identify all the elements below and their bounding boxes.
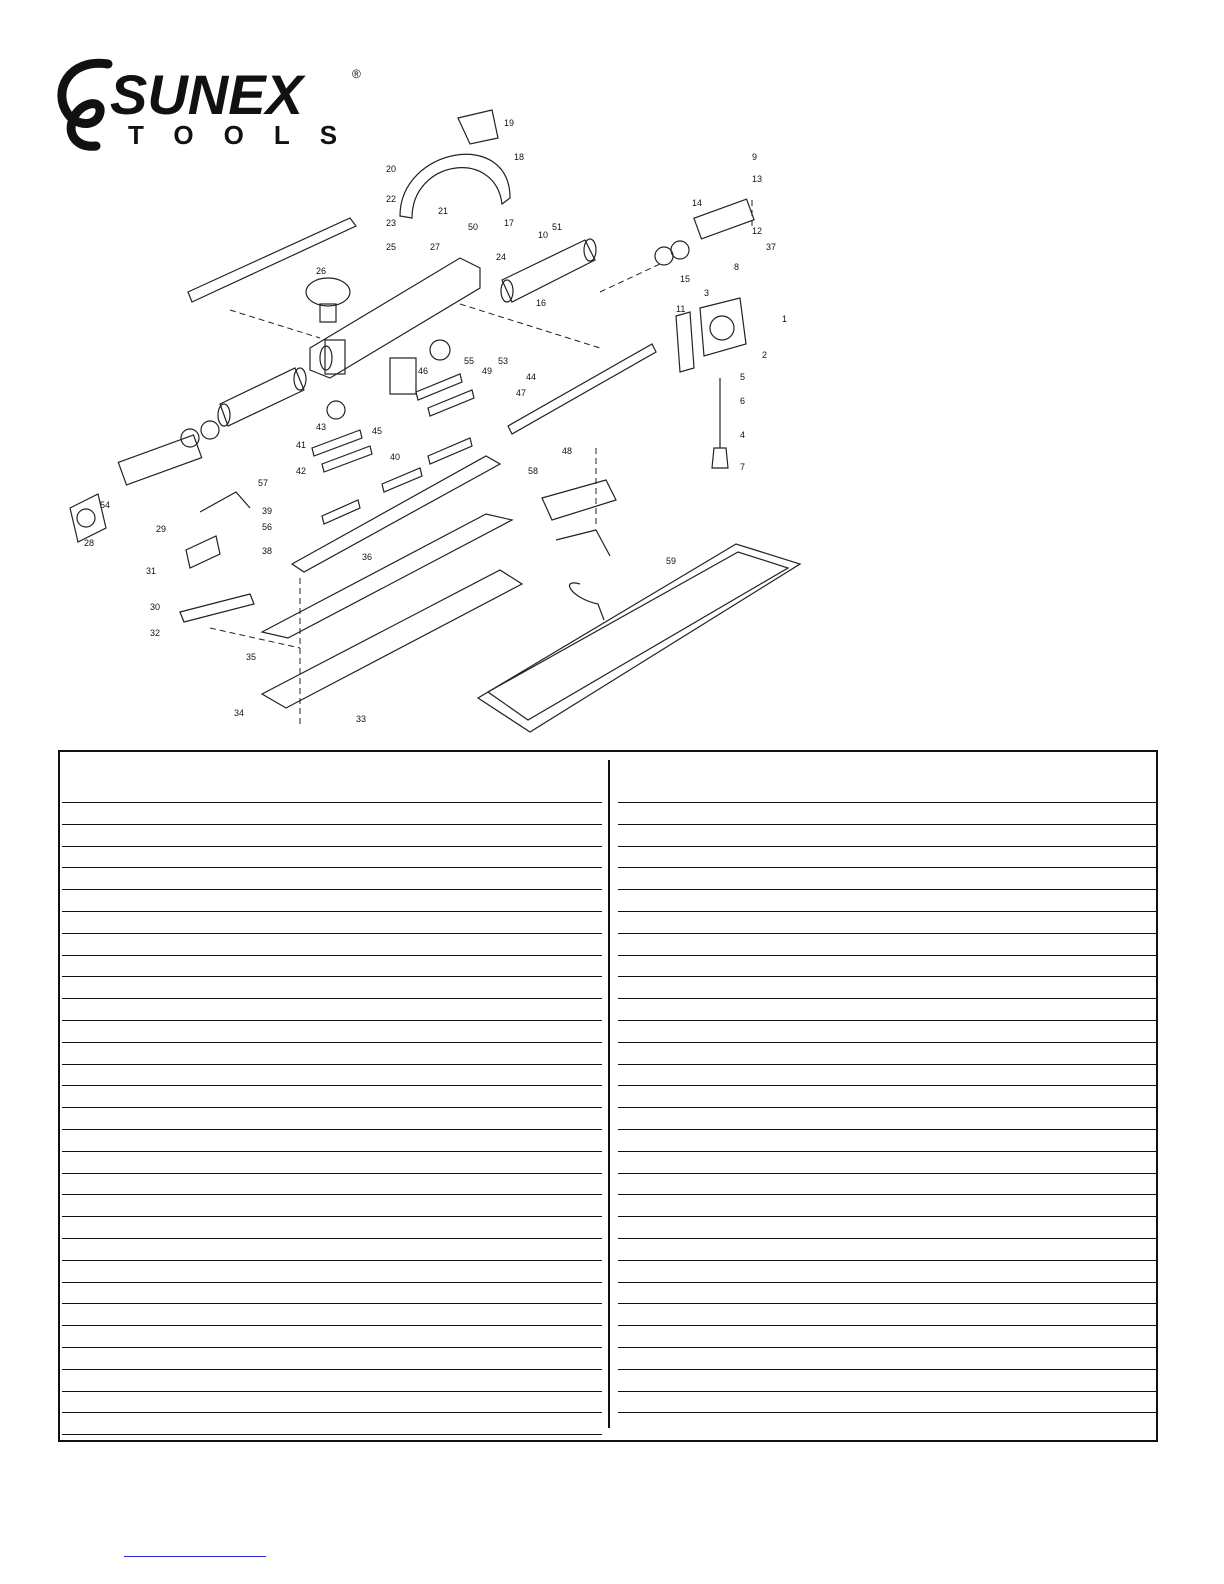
table-row-line bbox=[62, 1129, 602, 1130]
table-row-line bbox=[62, 1391, 602, 1392]
callout-36: 36 bbox=[362, 552, 373, 562]
column-divider bbox=[608, 760, 610, 1428]
callout-37: 37 bbox=[766, 242, 777, 252]
callout-2: 2 bbox=[762, 350, 768, 360]
footer-link-underline[interactable] bbox=[124, 1556, 266, 1557]
table-row-line bbox=[618, 1151, 1158, 1152]
table-row-line bbox=[618, 998, 1158, 999]
callout-50: 50 bbox=[468, 222, 479, 232]
callout-39: 39 bbox=[262, 506, 273, 516]
callout-27: 27 bbox=[430, 242, 441, 252]
callout-14: 14 bbox=[692, 198, 703, 208]
callout-20: 20 bbox=[386, 164, 397, 174]
table-row-line bbox=[62, 976, 602, 977]
callout-55: 55 bbox=[464, 356, 475, 366]
callout-12: 12 bbox=[752, 226, 763, 236]
callout-29: 29 bbox=[156, 524, 167, 534]
table-row-line bbox=[62, 1238, 602, 1239]
table-row-line bbox=[618, 1391, 1158, 1392]
table-row-line bbox=[62, 1412, 602, 1413]
callout-19: 19 bbox=[504, 118, 515, 128]
table-row-line bbox=[62, 867, 602, 868]
table-row-line bbox=[618, 1369, 1158, 1370]
table-row-line bbox=[618, 802, 1158, 803]
callout-48: 48 bbox=[562, 446, 573, 456]
table-row-line bbox=[618, 976, 1158, 977]
table-row-line bbox=[618, 1303, 1158, 1304]
callout-26: 26 bbox=[316, 266, 327, 276]
callout-1: 1 bbox=[782, 314, 788, 324]
callout-10: 10 bbox=[538, 230, 549, 240]
table-row-line bbox=[62, 1434, 602, 1435]
table-row-line bbox=[62, 802, 602, 803]
table-row-line bbox=[618, 1412, 1158, 1413]
callout-53: 53 bbox=[498, 356, 509, 366]
callout-15: 15 bbox=[680, 274, 691, 284]
callout-8: 8 bbox=[734, 262, 740, 272]
table-row-line bbox=[618, 1107, 1158, 1108]
callout-9: 9 bbox=[752, 152, 758, 162]
table-row-line bbox=[62, 1260, 602, 1261]
table-row-line bbox=[618, 846, 1158, 847]
table-row-line bbox=[62, 1194, 602, 1195]
callout-57: 57 bbox=[258, 478, 269, 488]
callout-13: 13 bbox=[752, 174, 763, 184]
callout-44: 44 bbox=[526, 372, 537, 382]
callout-18: 18 bbox=[514, 152, 525, 162]
callout-30: 30 bbox=[150, 602, 161, 612]
table-row-line bbox=[618, 1173, 1158, 1174]
table-row-line bbox=[618, 1260, 1158, 1261]
callout-58: 58 bbox=[528, 466, 539, 476]
table-row-line bbox=[618, 1282, 1158, 1283]
callout-4: 4 bbox=[740, 430, 746, 440]
logo-brand: SUNEX bbox=[110, 63, 303, 126]
table-row-line bbox=[62, 1085, 602, 1086]
table-row-line bbox=[62, 1020, 602, 1021]
table-row-line bbox=[618, 955, 1158, 956]
table-row-line bbox=[62, 889, 602, 890]
table-row-line bbox=[618, 1085, 1158, 1086]
callout-24: 24 bbox=[496, 252, 507, 262]
table-row-line bbox=[618, 867, 1158, 868]
logo-registered: ® bbox=[352, 67, 361, 81]
table-row-line bbox=[62, 1064, 602, 1065]
table-row-line bbox=[618, 1042, 1158, 1043]
callout-56: 56 bbox=[262, 522, 273, 532]
table-row-line bbox=[62, 1369, 602, 1370]
callout-16: 16 bbox=[536, 298, 547, 308]
table-row-line bbox=[62, 1173, 602, 1174]
callout-35: 35 bbox=[246, 652, 257, 662]
table-row-line bbox=[62, 1325, 602, 1326]
callout-59: 59 bbox=[666, 556, 677, 566]
table-row-line bbox=[618, 1216, 1158, 1217]
table-row-line bbox=[62, 1107, 602, 1108]
callout-11: 11 bbox=[676, 304, 686, 314]
callout-47: 47 bbox=[516, 388, 527, 398]
table-row-line bbox=[618, 824, 1158, 825]
callout-54: 54 bbox=[100, 500, 111, 510]
callout-43: 43 bbox=[316, 422, 327, 432]
callout-51: 51 bbox=[552, 222, 563, 232]
callout-17: 17 bbox=[504, 218, 515, 228]
callout-41: 41 bbox=[296, 440, 307, 450]
table-row-line bbox=[62, 1216, 602, 1217]
table-row-line bbox=[618, 1325, 1158, 1326]
table-row-line bbox=[62, 1042, 602, 1043]
callout-5: 5 bbox=[740, 372, 746, 382]
table-row-line bbox=[62, 1282, 602, 1283]
callout-23: 23 bbox=[386, 218, 397, 228]
callout-33: 33 bbox=[356, 714, 367, 724]
table-row-line bbox=[618, 1129, 1158, 1130]
callout-3: 3 bbox=[704, 288, 710, 298]
callout-7: 7 bbox=[740, 462, 746, 472]
table-row-line bbox=[62, 933, 602, 934]
table-row-line bbox=[618, 889, 1158, 890]
table-row-line bbox=[62, 955, 602, 956]
callout-45: 45 bbox=[372, 426, 383, 436]
table-row-line bbox=[618, 911, 1158, 912]
callout-28: 28 bbox=[84, 538, 95, 548]
callout-38: 38 bbox=[262, 546, 273, 556]
parts-list-table bbox=[58, 750, 1158, 1442]
callout-34: 34 bbox=[234, 708, 245, 718]
table-row-line bbox=[62, 824, 602, 825]
table-row-line bbox=[618, 1064, 1158, 1065]
callout-21: 21 bbox=[438, 206, 449, 216]
table-row-line bbox=[62, 846, 602, 847]
callout-25: 25 bbox=[386, 242, 397, 252]
table-row-line bbox=[618, 1347, 1158, 1348]
table-row-line bbox=[62, 911, 602, 912]
callout-6: 6 bbox=[740, 396, 746, 406]
callout-22: 22 bbox=[386, 194, 397, 204]
callout-31: 31 bbox=[146, 566, 157, 576]
table-row-line bbox=[618, 1238, 1158, 1239]
table-row-line bbox=[62, 1347, 602, 1348]
table-row-line bbox=[62, 1151, 602, 1152]
table-row-line bbox=[618, 1020, 1158, 1021]
callout-32: 32 bbox=[150, 628, 161, 638]
callout-42: 42 bbox=[296, 466, 307, 476]
logo-sub: TOOLS bbox=[128, 120, 368, 150]
callout-49: 49 bbox=[482, 366, 493, 376]
table-row-line bbox=[62, 1303, 602, 1304]
callout-40: 40 bbox=[390, 452, 401, 462]
callout-46: 46 bbox=[418, 366, 429, 376]
table-row-line bbox=[618, 1194, 1158, 1195]
table-row-line bbox=[62, 998, 602, 999]
table-row-line bbox=[618, 933, 1158, 934]
exploded-parts-diagram bbox=[40, 108, 820, 740]
